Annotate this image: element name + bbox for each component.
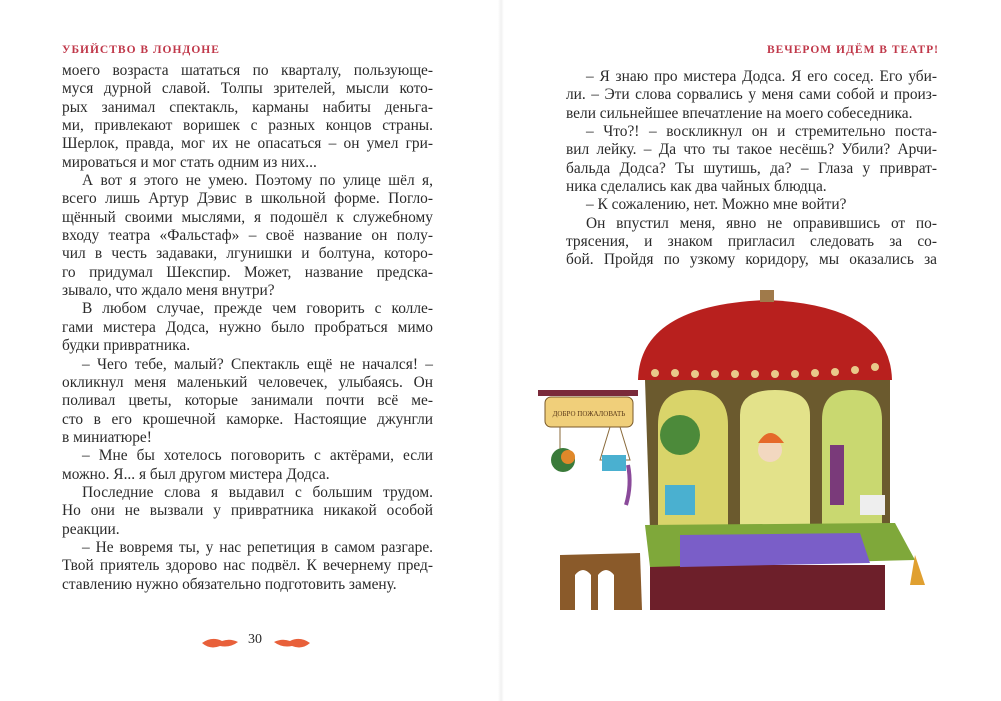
text-line: сто в его крошечной каморке. Настоящие джунгли (62, 410, 433, 428)
text-line: можно. Я... я был другом мистера Додса. (62, 465, 330, 483)
text-line: Последние слова я выдавил с большим трудом. (82, 483, 433, 501)
text-line: ника сделались как два чайных блюдца. (566, 178, 827, 196)
text-line: щённый своими мыслями, я подошёл к служебному (62, 208, 433, 226)
text-line: го придумал Шекспир. Может, название предска- (62, 263, 433, 281)
text-line: бальда Додса? Ты шутишь, да? – Глаза у приврат- (566, 159, 937, 177)
text-line: – К сожалению, нет. Можно мне войти? (586, 196, 847, 214)
text-line: будки привратника. (62, 337, 191, 355)
text-line: – Не вовремя ты, у нас репетиция в самом разгаре. (82, 538, 433, 556)
text-line: ли. – Эти слова сорвались у меня сами собой и произ- (566, 86, 937, 104)
text-line: Но они не вызвали у привратника никакой особой (62, 502, 433, 520)
left-body-text (62, 62, 433, 594)
text-line: моего возраста шататься по кварталу, пользующе- (62, 62, 433, 79)
text-line: ми, привлекают воришек с разных концов страны. (62, 117, 433, 135)
text-line: в миниатюре! (62, 428, 152, 446)
right-body-text (566, 68, 937, 270)
text-line: зывало, что ждало меня внутри? (62, 282, 275, 300)
text-line: Твой приятель здорово нас подвёл. К вечернему пред- (62, 557, 433, 575)
text-line: реакции. (62, 520, 120, 538)
text-line: А вот я этого не умею. Поэтому по улице шёл я, (82, 172, 433, 190)
running-head-left: УБИЙСТВО В ЛОНДОНЕ (62, 44, 220, 56)
page-number: 30 (248, 632, 262, 647)
text-line: гами мистера Додса, нужно было пробраться мимо (62, 318, 433, 336)
text-line: всего лишь Артур Дэвис в школьной форме. Погло- (62, 190, 433, 208)
text-line: – Чего тебе, малый? Спектакль ещё не начался! – (82, 355, 433, 373)
fence (560, 553, 642, 610)
ornament-right-icon (272, 636, 312, 650)
text-line: В любом случае, прежде чем говорить с колле- (82, 300, 433, 318)
text-line: трясения, и знаком пригласил следовать за со- (566, 233, 937, 251)
text-line: поливал цветы, которые занимали почти всё ме- (62, 392, 433, 410)
kiosk-windows (658, 390, 885, 525)
text-line: вил лейку. – Да что ты такое несёшь? Убили? Арчи- (566, 141, 937, 159)
text-line: – Я знаю про мистера Додса. Я его сосед. Его уби- (586, 68, 937, 85)
text-line: – Что?! – воскликнул он и стремительно поста- (586, 123, 937, 141)
text-line: муся дурной славой. Толпы зрителей, мысли кото- (62, 80, 433, 98)
text-line: вели сильнейшее впечатление на моего собеседника. (566, 104, 913, 122)
text-line: рых занимал спектакль, карманы набиты деньга- (62, 98, 433, 116)
left-page (0, 0, 500, 701)
text-line: входу театра «Фальстаф» – своё название он полу- (62, 227, 433, 245)
kiosk-skirt (650, 565, 885, 610)
text-line: – Мне бы хотелось поговорить с актёрами, если (82, 447, 433, 465)
text-line: Он впустил меня, явно не оправившись от по- (586, 214, 937, 232)
welcome-sign (538, 390, 638, 505)
running-head-right: ВЕЧЕРОМ ИДЁМ В ТЕАТР! (766, 44, 939, 56)
text-line: чил в честь задаваки, лгунишки и болтуна, которо- (62, 245, 433, 263)
text-line: мироваться и мог стать одним из них... (62, 153, 317, 171)
text-line: ставлению нужно обязательно подготовить замену. (62, 575, 397, 593)
ornament-left-icon (200, 636, 240, 650)
text-line: Шерлок, правда, мог их не опасаться – он умел гри- (62, 135, 433, 153)
kiosk-illustration (530, 285, 970, 615)
sign-text: ДОБРО ПОЖАЛОВАТЬ (552, 410, 626, 418)
text-line: бой. Пройдя по узкому коридору, мы оказались за (566, 251, 937, 269)
text-line: окликнул меня маленький человечек, улыбаясь. Он (62, 373, 433, 391)
